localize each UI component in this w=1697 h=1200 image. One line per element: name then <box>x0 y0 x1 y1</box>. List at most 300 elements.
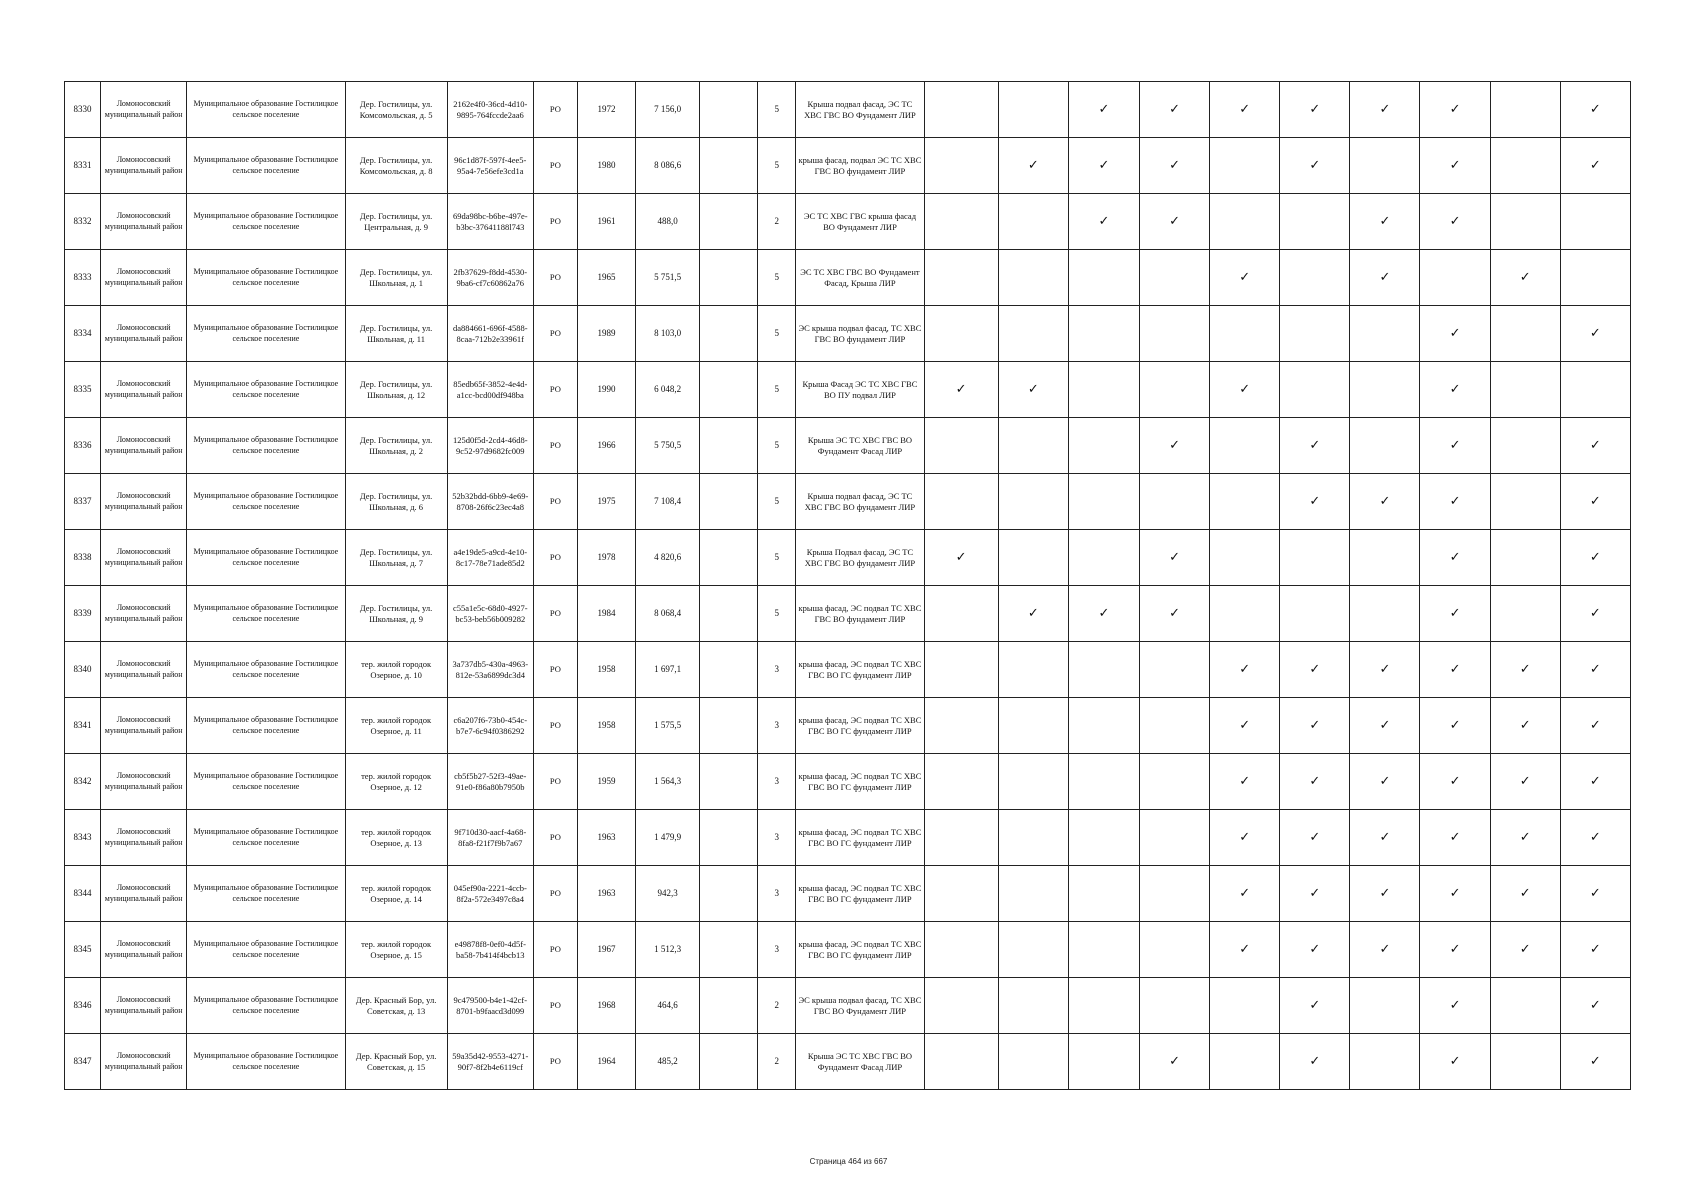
area-cell: 1 575,5 <box>636 698 700 754</box>
work-check-cell <box>998 418 1068 474</box>
work-check-cell <box>924 418 998 474</box>
work-check-cell <box>1280 866 1350 922</box>
check-mark-icon: ✓ <box>1449 942 1461 957</box>
year-built-cell: 1961 <box>577 194 635 250</box>
work-check-cell <box>1210 250 1280 306</box>
work-check-cell <box>924 866 998 922</box>
floors-cell: 5 <box>758 82 796 138</box>
work-check-cell <box>1420 530 1490 586</box>
work-check-cell <box>1139 474 1209 530</box>
row-number: 8331 <box>65 138 101 194</box>
check-mark-icon: ✓ <box>1589 886 1601 901</box>
work-check-cell <box>1139 250 1209 306</box>
row-number: 8342 <box>65 754 101 810</box>
work-check-cell <box>1139 754 1209 810</box>
area-cell: 1 512,3 <box>636 922 700 978</box>
work-check-cell <box>1420 1034 1490 1090</box>
work-check-cell <box>1350 474 1420 530</box>
check-mark-icon: ✓ <box>1379 214 1391 229</box>
work-check-cell <box>1560 194 1630 250</box>
table-row <box>65 250 1631 306</box>
house-guid-cell: a4e19de5-a9cd-4e10-8c17-78e71ade85d2 <box>447 530 533 586</box>
municipality-cell: Муниципальное образование Гостилицкое сельское поселение <box>187 418 345 474</box>
municipality-cell: Муниципальное образование Гостилицкое сельское поселение <box>187 82 345 138</box>
row-number: 8340 <box>65 642 101 698</box>
works-list-cell: Крыша ЭС ТС ХВС ГВС ВО Фундамент Фасад ЛИР <box>796 418 924 474</box>
check-mark-icon: ✓ <box>1379 270 1391 285</box>
check-mark-icon: ✓ <box>1239 270 1251 285</box>
address-cell: Дер. Гостилицы, ул. Комсомольская, д. 5 <box>345 82 447 138</box>
work-check-cell <box>1280 922 1350 978</box>
address-cell: тер. жилой городок Озерное, д. 13 <box>345 810 447 866</box>
work-check-cell <box>1068 866 1139 922</box>
type-cell: РО <box>533 866 577 922</box>
check-mark-icon: ✓ <box>1309 998 1321 1013</box>
row-number: 8339 <box>65 586 101 642</box>
work-check-cell <box>1139 586 1209 642</box>
works-list-cell: Крыша ЭС ТС ХВС ГВС ВО Фундамент Фасад ЛИР <box>796 1034 924 1090</box>
table-row <box>65 866 1631 922</box>
empty-cell <box>700 586 758 642</box>
work-check-cell <box>924 138 998 194</box>
work-check-cell <box>1350 586 1420 642</box>
work-check-cell <box>1490 138 1560 194</box>
work-check-cell <box>1210 810 1280 866</box>
work-check-cell <box>1490 866 1560 922</box>
year-built-cell: 1968 <box>577 978 635 1034</box>
year-built-cell: 1967 <box>577 922 635 978</box>
check-mark-icon: ✓ <box>1309 942 1321 957</box>
district-cell: Ломоносовский муниципальный район <box>101 810 187 866</box>
work-check-cell <box>1420 810 1490 866</box>
work-check-cell <box>1350 530 1420 586</box>
check-mark-icon: ✓ <box>1239 382 1251 397</box>
work-check-cell <box>1490 978 1560 1034</box>
check-mark-icon: ✓ <box>1589 942 1601 957</box>
work-check-cell <box>1420 978 1490 1034</box>
area-cell: 7 156,0 <box>636 82 700 138</box>
work-check-cell <box>1350 754 1420 810</box>
year-built-cell: 1978 <box>577 530 635 586</box>
works-list-cell: Крыша подвал фасад, ЭС ТС ХВС ГВС ВО Фундамент ЛИР <box>796 82 924 138</box>
work-check-cell <box>998 922 1068 978</box>
work-check-cell <box>1210 754 1280 810</box>
floors-cell: 5 <box>758 138 796 194</box>
floors-cell: 3 <box>758 922 796 978</box>
district-cell: Ломоносовский муниципальный район <box>101 754 187 810</box>
type-cell: РО <box>533 922 577 978</box>
work-check-cell <box>1280 250 1350 306</box>
check-mark-icon: ✓ <box>1449 830 1461 845</box>
check-mark-icon: ✓ <box>1309 718 1321 733</box>
works-list-cell: крыша фасад, ЭС подвал ТС ХВС ГВС ВО ГС фундамент ЛИР <box>796 754 924 810</box>
year-built-cell: 1972 <box>577 82 635 138</box>
works-list-cell: крыша фасад, ЭС подвал ТС ХВС ГВС ВО ГС фундамент ЛИР <box>796 810 924 866</box>
work-check-cell <box>1420 922 1490 978</box>
work-check-cell <box>1350 138 1420 194</box>
work-check-cell <box>1280 138 1350 194</box>
area-cell: 488,0 <box>636 194 700 250</box>
table-row <box>65 642 1631 698</box>
type-cell: РО <box>533 754 577 810</box>
empty-cell <box>700 194 758 250</box>
work-check-cell <box>1068 642 1139 698</box>
work-check-cell <box>1210 474 1280 530</box>
table-row <box>65 754 1631 810</box>
type-cell: РО <box>533 642 577 698</box>
floors-cell: 2 <box>758 1034 796 1090</box>
work-check-cell <box>998 82 1068 138</box>
check-mark-icon: ✓ <box>1519 718 1531 733</box>
check-mark-icon: ✓ <box>1098 606 1110 621</box>
check-mark-icon: ✓ <box>1379 886 1391 901</box>
year-built-cell: 1975 <box>577 474 635 530</box>
work-check-cell <box>1560 810 1630 866</box>
check-mark-icon: ✓ <box>1239 718 1251 733</box>
check-mark-icon: ✓ <box>1309 886 1321 901</box>
type-cell: РО <box>533 586 577 642</box>
work-check-cell <box>1280 306 1350 362</box>
check-mark-icon: ✓ <box>1519 886 1531 901</box>
work-check-cell <box>1068 306 1139 362</box>
check-mark-icon: ✓ <box>1239 102 1251 117</box>
check-mark-icon: ✓ <box>1309 830 1321 845</box>
house-guid-cell: 3a737db5-430a-4963-812e-53a6899dc3d4 <box>447 642 533 698</box>
check-mark-icon: ✓ <box>1239 774 1251 789</box>
year-built-cell: 1990 <box>577 362 635 418</box>
check-mark-icon: ✓ <box>1239 886 1251 901</box>
year-built-cell: 1980 <box>577 138 635 194</box>
area-cell: 8 068,4 <box>636 586 700 642</box>
area-cell: 5 751,5 <box>636 250 700 306</box>
work-check-cell <box>998 474 1068 530</box>
work-check-cell <box>924 474 998 530</box>
year-built-cell: 1958 <box>577 698 635 754</box>
year-built-cell: 1965 <box>577 250 635 306</box>
area-cell: 4 820,6 <box>636 530 700 586</box>
check-mark-icon: ✓ <box>1027 382 1039 397</box>
work-check-cell <box>1560 530 1630 586</box>
work-check-cell <box>1350 698 1420 754</box>
row-number: 8332 <box>65 194 101 250</box>
work-check-cell <box>1560 138 1630 194</box>
municipality-cell: Муниципальное образование Гостилицкое сельское поселение <box>187 362 345 418</box>
district-cell: Ломоносовский муниципальный район <box>101 642 187 698</box>
work-check-cell <box>924 698 998 754</box>
work-check-cell <box>1210 306 1280 362</box>
work-check-cell <box>1420 642 1490 698</box>
type-cell: РО <box>533 698 577 754</box>
row-number: 8335 <box>65 362 101 418</box>
floors-cell: 3 <box>758 698 796 754</box>
work-check-cell <box>1560 474 1630 530</box>
work-check-cell <box>1068 698 1139 754</box>
work-check-cell <box>1420 418 1490 474</box>
check-mark-icon: ✓ <box>1309 662 1321 677</box>
check-mark-icon: ✓ <box>1027 158 1039 173</box>
check-mark-icon: ✓ <box>1449 326 1461 341</box>
check-mark-icon: ✓ <box>1519 662 1531 677</box>
address-cell: Дер. Красный Бор, ул. Советская, д. 13 <box>345 978 447 1034</box>
works-list-cell: Крыша Фасад ЭС ТС ХВС ГВС ВО ПУ подвал ЛИР <box>796 362 924 418</box>
district-cell: Ломоносовский муниципальный район <box>101 362 187 418</box>
work-check-cell <box>1280 754 1350 810</box>
work-check-cell <box>1280 978 1350 1034</box>
work-check-cell <box>1350 1034 1420 1090</box>
check-mark-icon: ✓ <box>1589 662 1601 677</box>
type-cell: РО <box>533 810 577 866</box>
work-check-cell <box>1420 754 1490 810</box>
work-check-cell <box>1560 586 1630 642</box>
area-cell: 1 479,9 <box>636 810 700 866</box>
work-check-cell <box>924 250 998 306</box>
work-check-cell <box>1560 922 1630 978</box>
table-row <box>65 1034 1631 1090</box>
address-cell: Дер. Гостилицы, ул. Школьная, д. 9 <box>345 586 447 642</box>
municipality-cell: Муниципальное образование Гостилицкое сельское поселение <box>187 698 345 754</box>
type-cell: РО <box>533 474 577 530</box>
work-check-cell <box>998 362 1068 418</box>
check-mark-icon: ✓ <box>1449 438 1461 453</box>
work-check-cell <box>1280 82 1350 138</box>
year-built-cell: 1963 <box>577 810 635 866</box>
housing-registry-table <box>64 81 1631 1090</box>
work-check-cell <box>1420 866 1490 922</box>
work-check-cell <box>1350 362 1420 418</box>
works-list-cell: Крыша подвал фасад, ЭС ТС ХВС ГВС ВО фундамент ЛИР <box>796 474 924 530</box>
municipality-cell: Муниципальное образование Гостилицкое сельское поселение <box>187 754 345 810</box>
house-guid-cell: 69da98bc-b6be-497e-b3bc-37641188l743 <box>447 194 533 250</box>
table-row <box>65 418 1631 474</box>
registry-body <box>65 82 1631 1090</box>
works-list-cell: крыша фасад, ЭС подвал ТС ХВС ГВС ВО ГС фундамент ЛИР <box>796 866 924 922</box>
work-check-cell <box>1139 194 1209 250</box>
check-mark-icon: ✓ <box>1379 494 1391 509</box>
check-mark-icon: ✓ <box>1098 102 1110 117</box>
check-mark-icon: ✓ <box>1239 662 1251 677</box>
work-check-cell <box>1490 82 1560 138</box>
work-check-cell <box>998 698 1068 754</box>
check-mark-icon: ✓ <box>1449 550 1461 565</box>
empty-cell <box>700 138 758 194</box>
work-check-cell <box>1068 474 1139 530</box>
district-cell: Ломоносовский муниципальный район <box>101 418 187 474</box>
area-cell: 6 048,2 <box>636 362 700 418</box>
work-check-cell <box>1068 586 1139 642</box>
table-row <box>65 586 1631 642</box>
work-check-cell <box>1490 362 1560 418</box>
work-check-cell <box>1350 194 1420 250</box>
check-mark-icon: ✓ <box>1449 886 1461 901</box>
year-built-cell: 1958 <box>577 642 635 698</box>
work-check-cell <box>1139 698 1209 754</box>
house-guid-cell: 2162e4f0-36cd-4d10-9895-764fccde2aa6 <box>447 82 533 138</box>
work-check-cell <box>1280 194 1350 250</box>
year-built-cell: 1984 <box>577 586 635 642</box>
work-check-cell <box>1139 978 1209 1034</box>
work-check-cell <box>1420 586 1490 642</box>
area-cell: 485,2 <box>636 1034 700 1090</box>
table-row <box>65 922 1631 978</box>
check-mark-icon: ✓ <box>1309 1054 1321 1069</box>
address-cell: тер. жилой городок Озерное, д. 10 <box>345 642 447 698</box>
check-mark-icon: ✓ <box>1449 382 1461 397</box>
works-list-cell: ЭС ТС ХВС ГВС крыша фасад ВО Фундамент ЛИР <box>796 194 924 250</box>
work-check-cell <box>1139 642 1209 698</box>
table-row <box>65 810 1631 866</box>
check-mark-icon: ✓ <box>1239 830 1251 845</box>
work-check-cell <box>1490 474 1560 530</box>
work-check-cell <box>1139 418 1209 474</box>
check-mark-icon: ✓ <box>1169 550 1180 565</box>
work-check-cell <box>1139 362 1209 418</box>
floors-cell: 5 <box>758 530 796 586</box>
work-check-cell <box>1420 698 1490 754</box>
work-check-cell <box>998 866 1068 922</box>
work-check-cell <box>1490 754 1560 810</box>
address-cell: тер. жилой городок Озерное, д. 15 <box>345 922 447 978</box>
empty-cell <box>700 418 758 474</box>
work-check-cell <box>1560 306 1630 362</box>
empty-cell <box>700 530 758 586</box>
floors-cell: 3 <box>758 754 796 810</box>
work-check-cell <box>1280 418 1350 474</box>
check-mark-icon: ✓ <box>955 382 967 397</box>
row-number: 8338 <box>65 530 101 586</box>
work-check-cell <box>924 922 998 978</box>
check-mark-icon: ✓ <box>1449 494 1461 509</box>
check-mark-icon: ✓ <box>1449 774 1461 789</box>
house-guid-cell: 96c1d87f-597f-4ee5-95a4-7e56efe3cd1a <box>447 138 533 194</box>
work-check-cell <box>924 1034 998 1090</box>
works-list-cell: ЭС крыша подвал фасад, ТС ХВС ГВС ВО Фундамент ЛИР <box>796 978 924 1034</box>
municipality-cell: Муниципальное образование Гостилицкое сельское поселение <box>187 642 345 698</box>
work-check-cell <box>1280 1034 1350 1090</box>
type-cell: РО <box>533 138 577 194</box>
work-check-cell <box>924 810 998 866</box>
area-cell: 1 697,1 <box>636 642 700 698</box>
address-cell: Дер. Гостилицы, ул. Школьная, д. 2 <box>345 418 447 474</box>
check-mark-icon: ✓ <box>1379 662 1391 677</box>
work-check-cell <box>1490 810 1560 866</box>
work-check-cell <box>1210 642 1280 698</box>
work-check-cell <box>1068 1034 1139 1090</box>
work-check-cell <box>1210 82 1280 138</box>
table-row <box>65 530 1631 586</box>
work-check-cell <box>1068 82 1139 138</box>
work-check-cell <box>924 754 998 810</box>
district-cell: Ломоносовский муниципальный район <box>101 82 187 138</box>
row-number: 8347 <box>65 1034 101 1090</box>
type-cell: РО <box>533 306 577 362</box>
area-cell: 7 108,4 <box>636 474 700 530</box>
work-check-cell <box>1350 642 1420 698</box>
address-cell: тер. жилой городок Озерное, д. 11 <box>345 698 447 754</box>
work-check-cell <box>1350 922 1420 978</box>
work-check-cell <box>1490 586 1560 642</box>
work-check-cell <box>1280 810 1350 866</box>
row-number: 8330 <box>65 82 101 138</box>
work-check-cell <box>1490 1034 1560 1090</box>
work-check-cell <box>1210 194 1280 250</box>
area-cell: 8 103,0 <box>636 306 700 362</box>
type-cell: РО <box>533 362 577 418</box>
address-cell: тер. жилой городок Озерное, д. 14 <box>345 866 447 922</box>
check-mark-icon: ✓ <box>1589 326 1601 341</box>
municipality-cell: Муниципальное образование Гостилицкое сельское поселение <box>187 922 345 978</box>
house-guid-cell: 52b32bdd-6bb9-4e69-8708-26f6c23ec4a8 <box>447 474 533 530</box>
district-cell: Ломоносовский муниципальный район <box>101 194 187 250</box>
work-check-cell <box>1068 922 1139 978</box>
year-built-cell: 1959 <box>577 754 635 810</box>
work-check-cell <box>1560 1034 1630 1090</box>
check-mark-icon: ✓ <box>1519 774 1531 789</box>
district-cell: Ломоносовский муниципальный район <box>101 306 187 362</box>
check-mark-icon: ✓ <box>1449 158 1461 173</box>
work-check-cell <box>1068 530 1139 586</box>
house-guid-cell: e49878f8-0ef0-4d5f-ba58-7b414f4bcb13 <box>447 922 533 978</box>
address-cell: Дер. Гостилицы, ул. Школьная, д. 6 <box>345 474 447 530</box>
work-check-cell <box>1210 1034 1280 1090</box>
check-mark-icon: ✓ <box>1169 102 1180 117</box>
type-cell: РО <box>533 250 577 306</box>
work-check-cell <box>1560 82 1630 138</box>
house-guid-cell: 9f710d30-aacf-4a68-8fa8-f21f7f9b7a67 <box>447 810 533 866</box>
table-row <box>65 978 1631 1034</box>
check-mark-icon: ✓ <box>1589 606 1601 621</box>
work-check-cell <box>1068 754 1139 810</box>
work-check-cell <box>1420 250 1490 306</box>
house-guid-cell: 59a35d42-9553-4271-90f7-8f2b4e6119cf <box>447 1034 533 1090</box>
work-check-cell <box>924 530 998 586</box>
check-mark-icon: ✓ <box>1589 1054 1601 1069</box>
table-row <box>65 138 1631 194</box>
table-row <box>65 82 1631 138</box>
municipality-cell: Муниципальное образование Гостилицкое сельское поселение <box>187 586 345 642</box>
work-check-cell <box>1068 978 1139 1034</box>
municipality-cell: Муниципальное образование Гостилицкое сельское поселение <box>187 194 345 250</box>
work-check-cell <box>1350 866 1420 922</box>
check-mark-icon: ✓ <box>1027 606 1039 621</box>
row-number: 8341 <box>65 698 101 754</box>
floors-cell: 5 <box>758 250 796 306</box>
check-mark-icon: ✓ <box>1098 158 1110 173</box>
work-check-cell <box>1560 362 1630 418</box>
area-cell: 8 086,6 <box>636 138 700 194</box>
check-mark-icon: ✓ <box>1379 718 1391 733</box>
empty-cell <box>700 474 758 530</box>
work-check-cell <box>1490 250 1560 306</box>
house-guid-cell: 125d0f5d-2cd4-46d8-9c52-97d9682fc009 <box>447 418 533 474</box>
district-cell: Ломоносовский муниципальный район <box>101 138 187 194</box>
check-mark-icon: ✓ <box>955 550 967 565</box>
work-check-cell <box>1490 418 1560 474</box>
floors-cell: 5 <box>758 586 796 642</box>
work-check-cell <box>1068 418 1139 474</box>
type-cell: РО <box>533 1034 577 1090</box>
district-cell: Ломоносовский муниципальный район <box>101 474 187 530</box>
municipality-cell: Муниципальное образование Гостилицкое сельское поселение <box>187 978 345 1034</box>
check-mark-icon: ✓ <box>1449 662 1461 677</box>
type-cell: РО <box>533 530 577 586</box>
work-check-cell <box>1560 250 1630 306</box>
area-cell: 5 750,5 <box>636 418 700 474</box>
check-mark-icon: ✓ <box>1589 718 1601 733</box>
address-cell: Дер. Гостилицы, ул. Комсомольская, д. 8 <box>345 138 447 194</box>
address-cell: Дер. Гостилицы, ул. Школьная, д. 7 <box>345 530 447 586</box>
empty-cell <box>700 642 758 698</box>
work-check-cell <box>924 82 998 138</box>
